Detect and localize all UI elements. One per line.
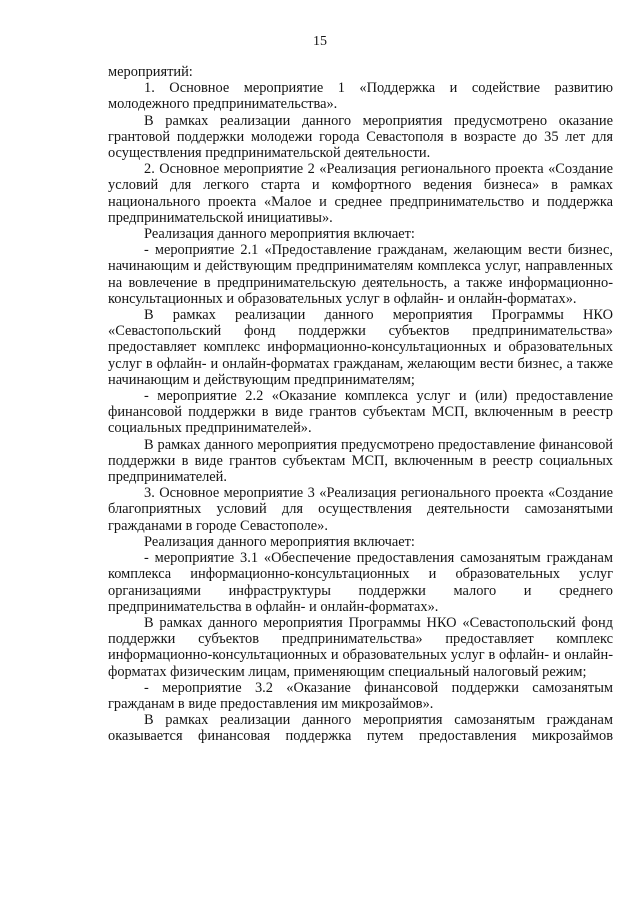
paragraph-activity-3-2: - мероприятие 3.2 «Оказание финансовой поддержки самозанятым гражданам в виде предоставления им микрозаймов». — [108, 679, 613, 712]
paragraph-activity-2-1-description: В рамках реализации данного мероприятия Программы НКО «Севастопольский фонд поддержки субъектов предпринимательства» предоставляет комплекс информационно-консультационных и образовательных услуг в офлайн- и онлайн-форматах гражданам, желающим вести бизнес, а также начинающим и действующим предпринимателям; — [108, 307, 613, 388]
paragraph-activity-2-2: - мероприятие 2.2 «Оказание комплекса услуг и (или) предоставление финансовой поддержки в виде грантов субъектам МСП, включенным в реестр социальных предпринимателей». — [108, 388, 613, 437]
paragraph-activity-2-1: - мероприятие 2.1 «Предоставление гражданам, желающим вести бизнес, начинающим и действующим предпринимателям комплекса услуг, направленных на вовлечение в предпринимательскую деятельность, а также информационно-консультационных и образовательных услуг в офлайн- и онлайн-форматах». — [108, 242, 613, 307]
paragraph-activity-2-2-description: В рамках данного мероприятия предусмотрено предоставление финансовой поддержки в виде грантов субъектам МСП, включенным в реестр социальных предпринимателей. — [108, 436, 613, 486]
document-body — [108, 64, 613, 745]
paragraph-activity-3-includes: Реализация данного мероприятия включает: — [144, 533, 415, 550]
paragraph-activity-3-1-description: В рамках данного мероприятия Программы НКО «Севастопольский фонд поддержки субъектов предпринимательства» предоставляет комплекс информационно-консультационных и образовательных услуг в офлайн- и онлайн-форматах физическим лицам, применяющим специальный налоговый режим; — [108, 614, 613, 680]
page-number: 15 — [313, 34, 327, 49]
paragraph-continuation: мероприятий: — [108, 64, 193, 80]
paragraph-activity-1-description: В рамках реализации данного мероприятия предусмотрено оказание грантовой поддержки молодежи города Севастополя в возрасте до 35 лет для осуществления предпринимательской деятельности. — [108, 112, 613, 162]
paragraph-activity-2-includes: Реализация данного мероприятия включает: — [144, 226, 415, 243]
paragraph-activity-3-1: - мероприятие 3.1 «Обеспечение предоставления самозанятым гражданам комплекса информационно-консультационных и образовательных услуг организациями инфраструктуры поддержки малого и среднего предпринимательства в офлайн- и онлайн-форматах». — [108, 550, 613, 615]
paragraph-main-activity-2: 2. Основное мероприятие 2 «Реализация регионального проекта «Создание условий для легкого старта и комфортного ведения бизнеса» в рамках национального проекта «Малое и среднее предпринимательство и поддержка предпринимательской инициативы». — [108, 161, 613, 226]
paragraph-main-activity-1: 1. Основное мероприятие 1 «Поддержка и содействие развитию молодежного предпринимательства». — [108, 80, 613, 113]
paragraph-activity-3-2-description: В рамках реализации данного мероприятия самозанятым гражданам оказывается финансовая поддержка путем предоставления микрозаймов — [108, 712, 613, 745]
paragraph-main-activity-3: 3. Основное мероприятие 3 «Реализация регионального проекта «Создание благоприятных условий для осуществления деятельности самозанятыми гражданами в городе Севастополе». — [108, 485, 613, 534]
